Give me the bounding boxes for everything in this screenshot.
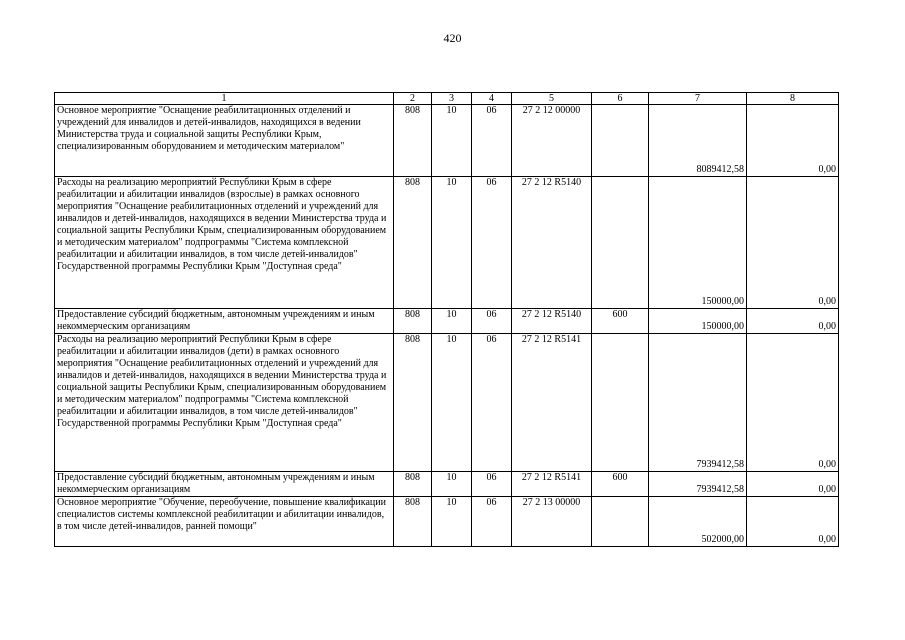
cell-col4: 06	[472, 472, 512, 497]
header-cell: 7	[649, 93, 747, 105]
cell-col3: 10	[432, 334, 472, 472]
cell-col6: 600	[592, 309, 649, 334]
cell-amount-col7: 150000,00	[649, 309, 747, 334]
cell-col6	[592, 334, 649, 472]
cell-col5: 27 2 12 00000	[512, 105, 592, 177]
cell-col4: 06	[472, 177, 512, 309]
header-cell: 2	[394, 93, 432, 105]
row-description: Расходы на реализацию мероприятий Республики Крым в сфере реабилитации и абилитации инвалидов (дети) в рамках основного мероприятия "Оснащение реабилитационных отделений и учреждений для инвалидов и детей-инвалидов, находящихся в ведении Министерства труда и социальной защиты Республики Крым, специализированным оборудованием и методическим материалом" подпрограммы "Система комплексной реабилитации и абилитации инвалидов, в том числе детей-инвалидов" Государственной программы Республики Крым "Доступная среда"	[55, 334, 394, 472]
header-cell: 1	[55, 93, 394, 105]
cell-col2: 808	[394, 334, 432, 472]
cell-col4: 06	[472, 334, 512, 472]
table-row	[55, 105, 839, 177]
cell-col3: 10	[432, 105, 472, 177]
cell-col5: 27 2 12 R5140	[512, 309, 592, 334]
row-description: Основное мероприятие "Обучение, переобучение, повышение квалификации специалистов системы комплексной реабилитации и абилитации инвалидов, в том числе детей-инвалидов, ранней помощи"	[55, 497, 394, 547]
header-cell: 3	[432, 93, 472, 105]
cell-col4: 06	[472, 309, 512, 334]
cell-col4: 06	[472, 497, 512, 547]
table-row	[55, 334, 839, 472]
table-row	[55, 497, 839, 547]
header-cell: 8	[747, 93, 839, 105]
cell-col3: 10	[432, 177, 472, 309]
cell-amount-col7: 7939412,58	[649, 334, 747, 472]
header-cell: 4	[472, 93, 512, 105]
cell-col3: 10	[432, 472, 472, 497]
cell-col5: 27 2 13 00000	[512, 497, 592, 547]
row-description: Предоставление субсидий бюджетным, автономным учреждениям и иным некоммерческим организациям	[55, 309, 394, 334]
cell-col2: 808	[394, 497, 432, 547]
row-description: Основное мероприятие "Оснащение реабилитационных отделений и учреждений для инвалидов и детей-инвалидов, находящихся в ведении Министерства труда и социальной защиты Республики Крым, специализированным оборудованием и методическим материалом"	[55, 105, 394, 177]
page-number: 420	[443, 31, 462, 45]
table-row	[55, 309, 839, 334]
row-description: Расходы на реализацию мероприятий Республики Крым в сфере реабилитации и абилитации инвалидов (взрослые) в рамках основного мероприятия "Оснащение реабилитационных отделений и учреждений для инвалидов и детей-инвалидов, находящихся в ведении Министерства труда и социальной защиты Республики Крым, специализированным оборудованием и методическим материалом" подпрограммы "Система комплексной реабилитации и абилитации инвалидов, в том числе детей-инвалидов" Государственной программы Республики Крым "Доступная среда"	[55, 177, 394, 309]
cell-amount-col8: 0,00	[747, 105, 839, 177]
cell-col3: 10	[432, 309, 472, 334]
cell-col6	[592, 177, 649, 309]
cell-col6	[592, 105, 649, 177]
budget-table	[54, 92, 839, 547]
row-description: Предоставление субсидий бюджетным, автономным учреждениям и иным некоммерческим организациям	[55, 472, 394, 497]
cell-col5: 27 2 12 R5141	[512, 472, 592, 497]
header-cell: 6	[592, 93, 649, 105]
cell-col6	[592, 497, 649, 547]
cell-col2: 808	[394, 177, 432, 309]
table-row	[55, 177, 839, 309]
cell-amount-col8: 0,00	[747, 472, 839, 497]
cell-col2: 808	[394, 472, 432, 497]
cell-col2: 808	[394, 105, 432, 177]
cell-amount-col7: 150000,00	[649, 177, 747, 309]
cell-amount-col7: 502000,00	[649, 497, 747, 547]
table-header-row	[55, 93, 839, 105]
cell-amount-col8: 0,00	[747, 497, 839, 547]
cell-col5: 27 2 12 R5141	[512, 334, 592, 472]
cell-col6: 600	[592, 472, 649, 497]
cell-amount-col7: 7939412,58	[649, 472, 747, 497]
cell-amount-col8: 0,00	[747, 309, 839, 334]
header-cell: 5	[512, 93, 592, 105]
cell-amount-col7: 8089412,58	[649, 105, 747, 177]
table-row	[55, 472, 839, 497]
cell-col4: 06	[472, 105, 512, 177]
cell-col2: 808	[394, 309, 432, 334]
cell-amount-col8: 0,00	[747, 334, 839, 472]
cell-col3: 10	[432, 497, 472, 547]
cell-amount-col8: 0,00	[747, 177, 839, 309]
cell-col5: 27 2 12 R5140	[512, 177, 592, 309]
